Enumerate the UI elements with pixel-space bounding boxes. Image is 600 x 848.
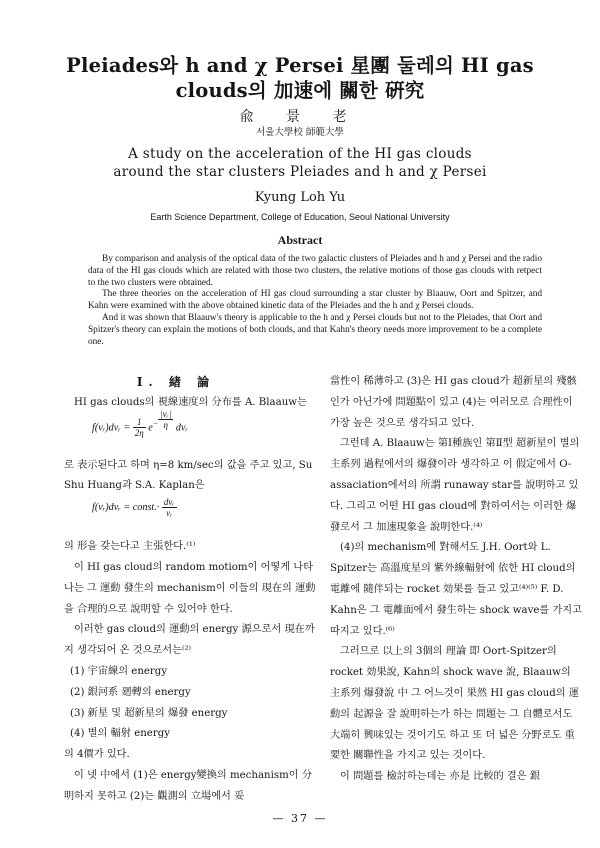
list-item: (2) 銀河系 廻轉의 energy [70, 686, 191, 698]
equation-2-lhs: f(vᵣ)dvᵣ = const.· [92, 502, 160, 514]
body-paragraph: 의 4價가 있다. [64, 749, 130, 761]
title-line-1: Pleiades와 h and χ Persei 星團 둘레의 HI gas [66, 54, 534, 77]
affiliation-korean: 서울大學校 師範大學 [256, 127, 344, 138]
page-number: — 37 — [272, 812, 328, 825]
list-item: (1) 宇宙線의 energy [70, 665, 168, 677]
equation-1: f(vᵣ)dvᵣ = $\frac{1}{2\eta}$ $e^{- \frac{\text{|vᵣ|}}{\eta}}$ dvᵣ [92, 409, 189, 439]
affiliation-english: Earth Science Department, College of Education, Seoul National University [150, 212, 450, 222]
body-paragraph: 의 形을 갖는다고 主張한다.⁽¹⁾ [64, 541, 196, 553]
right-column [330, 372, 584, 788]
body-paragraph: HI gas clouds의 視線速度의 分布를 A. Blaauw는 [74, 396, 307, 408]
fraction-numerator: dvᵣ [163, 497, 175, 508]
abstract-body [88, 254, 542, 348]
body-paragraph: 이 넷 中에서 (1)은 energy變換의 mechanism이 分明하지 못하고 (2)는 觀測의 立場에서 妥 [64, 769, 313, 802]
exponent-numerator: |vᵣ| [160, 409, 172, 420]
exponential-base: e [148, 421, 153, 433]
exponent-denominator: η [163, 420, 169, 431]
equation-2-fraction [162, 497, 177, 518]
english-title-line-2: around the star clusters Pleiades and h and χ Persei [113, 164, 487, 180]
left-column [64, 372, 318, 808]
body-paragraph: 그러므로 以上의 3個의 理論 即 Oort-Spitzer의 rocket 効果說, Kahn의 shock wave 說, Blaauw의 主系列 爆發說 中 그 어느것이 果然 HI gas cloud의 運動의 起源을 잘 說明하는가 하는 問題는 그 自體로서도 大端히 興味있는 것이기도 하고 또 더 넓은 分野로도 重要한 關聯性을 가지고 있는 것이다. [330, 646, 579, 762]
body-paragraph: 이 HI gas cloud의 random motiom이 어떻게 나타나는 그 運動 發生의 mechanism이 이들의 現在의 運動을 合理的으로 說明할 수 있어야 한다. [64, 561, 316, 615]
list-item: (4) 별의 輻射 energy [70, 728, 170, 740]
english-title-line-1: A study on the acceleration of the HI gas clouds [128, 146, 472, 162]
body-paragraph: 이러한 gas cloud의 運動의 energy 源으로서 現在까지 생각되어 온 것으로서는⁽²⁾ [64, 624, 315, 657]
fraction-denominator: vᵣ [166, 508, 173, 519]
author-english: Kyung Loh Yu [254, 190, 346, 205]
section-heading: Ⅰ. 緖 論 [136, 375, 216, 389]
body-paragraph: (4)의 mechanism에 對해서도 J.H. Oort와 L. Spitzer는 高溫度星의 紫外線輻射에 依한 HI cloud의 電離에 隨伴되는 rocket 効果를 들고 있고⁽⁴⁾⁽⁵⁾ F. D. Kahn은 그 電離面에서 發生하는 shock wave를 가지고 따지고 있다.⁽⁶⁾ [330, 542, 582, 637]
abstract-paragraph: The three theories on the acceleration of HI gas cloud surrounding a star cluster by Blaauw, Oort and Spitzer, and Kahn were examined with the above obtained kinetic data of the Pleiades and the h and χ Persei clouds. [88, 289, 542, 312]
equation-1-fraction [133, 417, 146, 438]
list-item: (3) 新星 및 超新星의 爆發 energy [70, 707, 228, 719]
equation-1-lhs: f(vᵣ)dvᵣ = [92, 421, 131, 433]
body-paragraph: 로 表示된다고 하며 η=8 km/sec의 값을 주고 있고, Su Shu Huang과 S.A. Kaplan은 [64, 459, 313, 492]
equation-2 [64, 497, 318, 537]
abstract-paragraph: And it was shown that Blaauw's theory is applicable to the h and χ Persei clouds but not to the Pleiades, that Oort and Spitzer's theory can explain the motions of both clouds, and that Kahn's theory needs more improvement to be a complete one. [88, 312, 542, 347]
abstract-paragraph: By comparison and analysis of the optical data of the two galactic clusters of Pleiades and h and χ Persei and the radio data of the HI gas clouds which are related with those two clusters, the relative motions of those gas clouds with retpect to the two clusters were obtained. [88, 254, 542, 288]
fraction-denominator: 2η [134, 428, 144, 439]
body-paragraph: 그런데 A. Blaauw는 第Ⅰ種族인 第Ⅱ型 超新星이 별의 主系列 過程에서의 爆發이라 생각하고 이 假定에서 O-assaciation에서의 所謂 runaway star를 說明하고 있다. 그리고 어떤 HI gas cloud에 對하여서는 이러한 爆發로서 그 加速現象을 說明한다.⁽⁴⁾ [330, 438, 580, 533]
equation-1-differential: dvᵣ [175, 421, 189, 433]
fraction-numerator: 1 [133, 417, 146, 428]
author-korean: 兪 景 老 [239, 109, 361, 125]
body-paragraph: 當性이 稀薄하고 (3)은 HI gas cloud가 超新星의 殘骸인가 아닌가에 問題點이 있고 (4)는 여러모로 合理性이 가장 높은 것으로 생각되고 있다. [330, 376, 577, 429]
abstract-heading: Abstract [277, 233, 323, 247]
exponent-fraction [158, 409, 173, 430]
body-paragraph: 이 問題를 檢討하는데는 亦是 比較的 결은 銀 [340, 771, 541, 783]
title-line-2: clouds의 加速에 關한 硏究 [175, 79, 425, 102]
